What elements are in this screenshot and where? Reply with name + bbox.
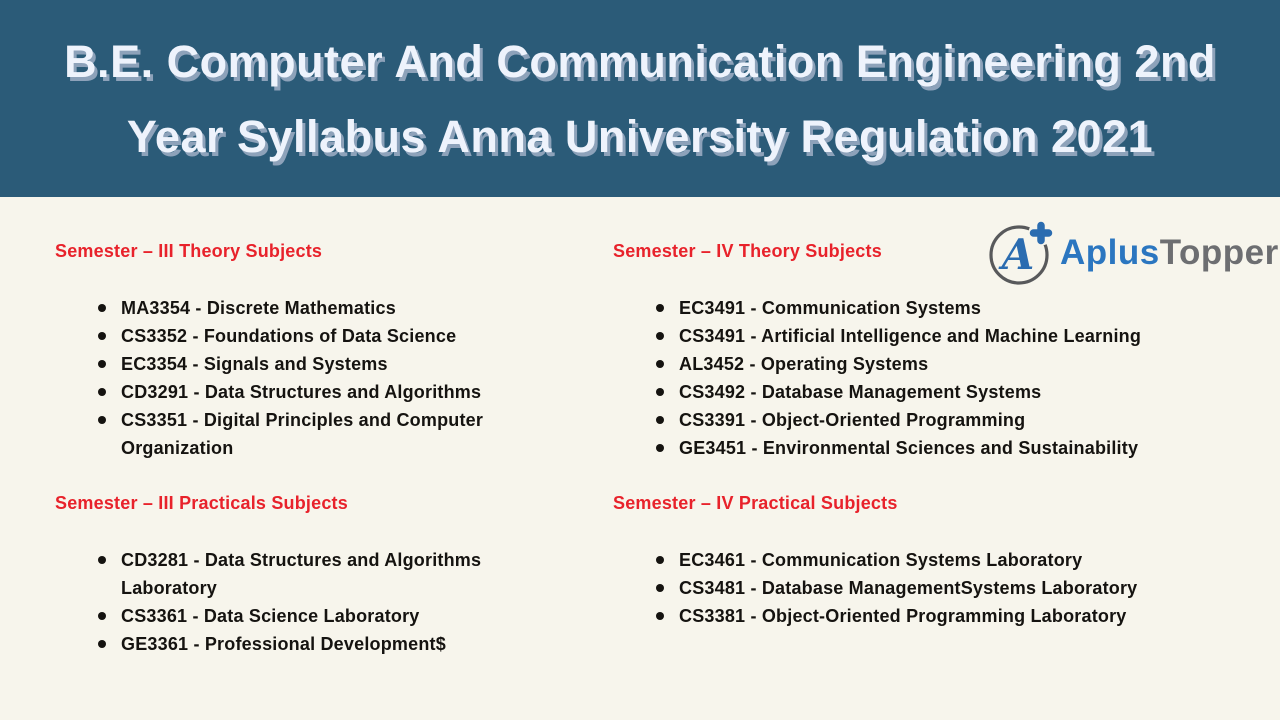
heading-sem3-theory: Semester – III Theory Subjects (55, 241, 323, 261)
list-item (95, 350, 540, 378)
page-title-line2: Year Syllabus Anna University Regulation 2021 (126, 111, 1154, 162)
list-item (95, 322, 540, 350)
list-item (95, 406, 540, 462)
subject-text: CS3391 - Object-Oriented Programming (679, 410, 1026, 430)
logo-wordmark-topper: Topper (1159, 233, 1279, 272)
logo-wordmark-aplus: Aplus (1060, 233, 1160, 272)
list-item (95, 378, 540, 406)
list-item (95, 546, 540, 602)
list-item (653, 406, 1218, 434)
list-item (653, 574, 1218, 602)
bullet-icon (656, 556, 664, 564)
list-item (653, 322, 1218, 350)
bullet-icon (98, 416, 106, 424)
list-item (653, 294, 1218, 322)
subject-text: CS3492 - Database Management Systems (679, 382, 1042, 402)
list-item (95, 630, 540, 658)
list-item (653, 378, 1218, 406)
bullet-icon (656, 332, 664, 340)
bullet-icon (656, 360, 664, 368)
subject-text: AL3452 - Operating Systems (679, 354, 929, 374)
subject-text: CS3491 - Artificial Intelligence and Machine Learning (679, 326, 1142, 346)
subject-text: EC3491 - Communication Systems (679, 298, 982, 318)
subject-text: GE3451 - Environmental Sciences and Sustainability (679, 438, 1139, 458)
subject-text: CD3281 - Data Structures and Algorithms Laboratory (121, 550, 482, 598)
subject-text: CS3351 - Digital Principles and Computer Organization (121, 410, 484, 458)
subject-text: CS3481 - Database ManagementSystems Laboratory (679, 578, 1138, 598)
subject-text: CS3352 - Foundations of Data Science (121, 326, 457, 346)
subject-text: GE3361 - Professional Development$ (121, 634, 446, 654)
subject-text: CS3381 - Object-Oriented Programming Laboratory (679, 606, 1127, 626)
bullet-icon (98, 640, 106, 648)
bullet-icon (656, 416, 664, 424)
aplustopper-logo-icon (988, 220, 1054, 286)
list-item (653, 602, 1218, 630)
list-sem3-theory (95, 294, 540, 462)
page-title (0, 0, 1280, 174)
bullet-icon (98, 304, 106, 312)
subject-text: MA3354 - Discrete Mathematics (121, 298, 396, 318)
bullet-icon (98, 332, 106, 340)
bullet-icon (98, 360, 106, 368)
aplustopper-logo (988, 220, 1279, 286)
list-item (95, 602, 540, 630)
bullet-icon (98, 612, 106, 620)
bullet-icon (98, 556, 106, 564)
bullet-icon (656, 388, 664, 396)
bullet-icon (656, 584, 664, 592)
logo-wordmark (1060, 233, 1279, 273)
header-banner (0, 0, 1280, 197)
logo-a-icon: A (1001, 230, 1035, 279)
list-item (653, 546, 1218, 574)
bullet-icon (656, 612, 664, 620)
list-item (95, 294, 540, 322)
list-sem3-practicals (95, 546, 540, 658)
heading-sem3-practicals: Semester – III Practicals Subjects (55, 493, 348, 513)
subject-text: EC3461 - Communication Systems Laboratory (679, 550, 1083, 570)
heading-sem4-practical: Semester – IV Practical Subjects (613, 493, 898, 513)
bullet-icon (656, 304, 664, 312)
subject-text: EC3354 - Signals and Systems (121, 354, 388, 374)
heading-sem4-theory: Semester – IV Theory Subjects (613, 241, 882, 261)
list-item (653, 350, 1218, 378)
subject-text: CS3361 - Data Science Laboratory (121, 606, 420, 626)
bullet-icon (656, 444, 664, 452)
list-sem4-practical (653, 546, 1218, 630)
list-item (653, 434, 1218, 462)
bullet-icon (98, 388, 106, 396)
list-sem4-theory (653, 294, 1218, 462)
subject-text: CD3291 - Data Structures and Algorithms (121, 382, 482, 402)
page-title-line1: B.E. Computer And Communication Engineering 2nd (64, 36, 1216, 87)
